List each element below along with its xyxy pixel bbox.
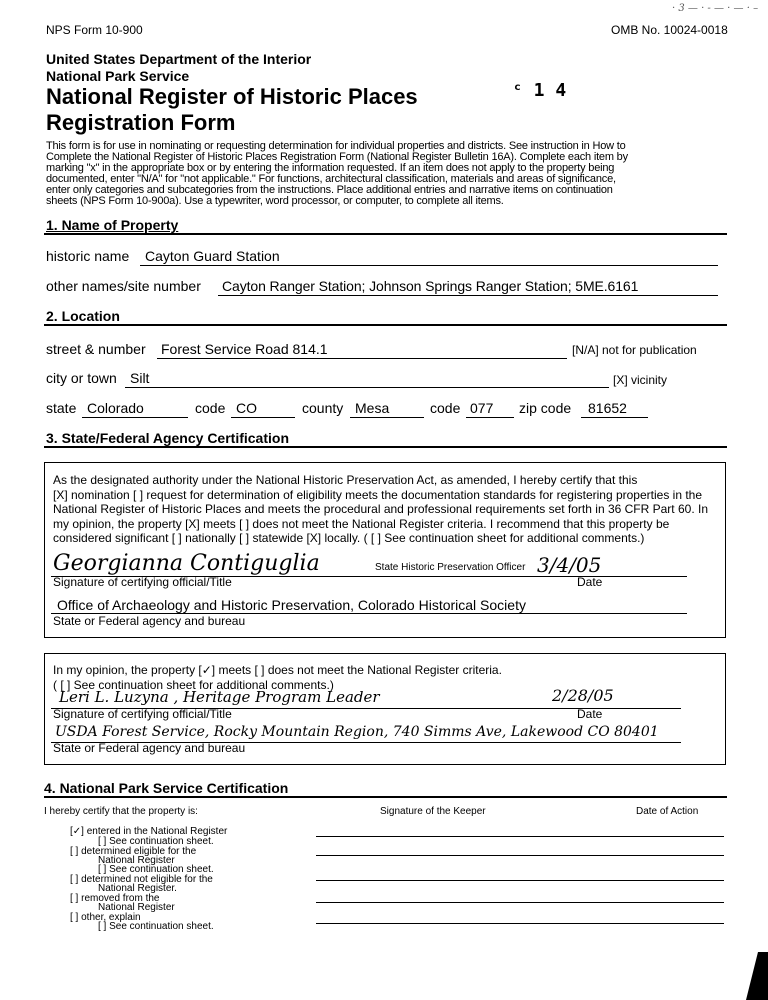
- state-label: state: [46, 400, 77, 416]
- keeper-option-not-eligible: [ ] determined not eligible for the: [70, 874, 213, 885]
- corner-mark: · 3 — · - — · — · –: [672, 3, 759, 14]
- section4-heading: 4. National Park Service Certification: [44, 780, 289, 796]
- county-label: county: [302, 400, 344, 416]
- service-name: National Park Service: [46, 68, 190, 84]
- federal-official-signature: Leri L. Luzyna , Heritage Program Leader: [59, 688, 380, 706]
- keeper-option-removed: [ ] removed from the: [70, 893, 160, 904]
- section2-rule: [44, 324, 727, 326]
- state-value: Colorado: [87, 400, 144, 416]
- federal-signature-date: 2/28/05: [552, 686, 614, 705]
- county-line: [350, 417, 424, 418]
- keeper-option-eligible: [ ] determined eligible for the: [70, 846, 197, 857]
- federal-certification-text: In my opinion, the property [✓] meets [ ] does not meet the National Register criteria. ( [ ] See continuation sheet for additional comments.): [53, 663, 502, 692]
- keeper-option-not-eligible-register: National Register.: [98, 883, 177, 894]
- other-names-label: other names/site number: [46, 278, 201, 294]
- keeper-line-5: [316, 923, 724, 924]
- state-code-line: [231, 417, 295, 418]
- city-label: city or town: [46, 370, 117, 386]
- form-number: NPS Form 10-900: [46, 23, 143, 37]
- state-official-signature: Georgianna Contiguglia: [53, 551, 320, 576]
- historic-name-line: [140, 265, 718, 266]
- zip-line: [581, 417, 648, 418]
- state-code-value: CO: [236, 400, 257, 416]
- department-name: United States Department of the Interior: [46, 51, 312, 67]
- state-code-label: code: [195, 400, 226, 416]
- zip-value: 81652: [588, 400, 627, 416]
- keeper-line-2: [316, 855, 724, 856]
- page-stamp: ᶜ 1 4: [512, 80, 567, 101]
- state-date-label: Date: [577, 575, 603, 589]
- date-of-action-column: Date of Action: [636, 806, 699, 817]
- keeper-signature-column: Signature of the Keeper: [380, 806, 486, 817]
- street-label: street & number: [46, 341, 146, 357]
- keeper-certify-statement: I hereby certify that the property is:: [44, 806, 198, 817]
- state-certification-text: As the designated authority under the National Historic Preservation Act, as amended, I hereby certify that this [X] nomination [ ] request for determination of eligibility meets the documentation standards for registering properties in the National Register of Historic Places and meets the procedural and professional requirements set forth in 36 CFR Part 60. In my opinion, the property [X] meets [ ] does not meet the National Register criteria. I recommend that this property be considered significant [ ] nationally [ ] statewide [X] locally. ( [ ] See continuation sheet for additional comments.): [53, 473, 708, 545]
- county-code-line: [466, 417, 514, 418]
- section1-rule: [44, 233, 727, 235]
- keeper-line-1: [316, 836, 724, 837]
- keeper-option-removed-register: National Register: [98, 902, 175, 913]
- section3-rule: [44, 446, 727, 448]
- historic-name-label: historic name: [46, 248, 130, 264]
- federal-date-label: Date: [577, 707, 603, 721]
- state-agency-label: State or Federal agency and bureau: [53, 614, 246, 628]
- county-code-value: 077: [470, 400, 494, 416]
- keeper-option-continuation-1: [ ] See continuation sheet.: [98, 836, 214, 847]
- keeper-option-other: [ ] other, explain: [70, 912, 141, 923]
- state-officer-title: State Historic Preservation Officer: [375, 562, 526, 573]
- street-value: Forest Service Road 814.1: [161, 341, 328, 357]
- county-value: Mesa: [355, 400, 390, 416]
- form-title-line1: National Register of Historic Places: [46, 84, 418, 109]
- county-code-label: code: [430, 400, 461, 416]
- keeper-line-3: [316, 880, 724, 881]
- federal-agency-value: USDA Forest Service, Rocky Mountain Region, 740 Simms Ave, Lakewood CO 80401: [55, 724, 659, 740]
- state-certification-box: [44, 462, 726, 638]
- state-signature-date: 3/4/05: [537, 553, 602, 577]
- state-line: [82, 417, 188, 418]
- keeper-option-entered: [✓] entered in the National Register: [70, 826, 228, 837]
- intro-text: This form is for use in nominating or requesting determination for individual properties and districts. See instruction in How to Complete the National Register of Historic Places Registration Form (National Register Bulletin 16A). Complete each item by marking "x" in the appropriate box or by entering the information requested. If an item does not apply to the property being documented, enter "N/A" for "not applicable." For functions, architectural classification, materials and areas of significance, enter only categories and subcategories from the instructions. Place additional entries and narrative items on continuation sheets (NPS Form 10-900a). Use a typewriter, word processor, or computer, to complete all items.: [46, 140, 628, 207]
- omb-number: OMB No. 10024-0018: [611, 23, 728, 37]
- city-line: [125, 387, 609, 388]
- federal-certification-box: [44, 653, 726, 765]
- federal-signature-label: Signature of certifying official/Title: [53, 707, 232, 721]
- form-title-line2: Registration Form: [46, 110, 236, 135]
- keeper-option-eligible-register: National Register: [98, 855, 175, 866]
- street-line: [157, 358, 567, 359]
- federal-agency-label: State or Federal agency and bureau: [53, 741, 246, 755]
- other-names-line: [218, 295, 718, 296]
- keeper-option-continuation-3: [ ] See continuation sheet.: [98, 921, 214, 932]
- vicinity-flag: [X] vicinity: [613, 373, 668, 387]
- other-names-value: Cayton Ranger Station; Johnson Springs Ranger Station; 5ME.6161: [222, 278, 639, 294]
- keeper-line-4: [316, 902, 724, 903]
- section1-heading: 1. Name of Property: [46, 217, 179, 233]
- city-value: Silt: [130, 370, 150, 386]
- zip-label: zip code: [519, 400, 572, 416]
- state-signature-label: Signature of certifying official/Title: [53, 575, 232, 589]
- section2-heading: 2. Location: [46, 308, 120, 324]
- section4-rule: [44, 796, 727, 798]
- keeper-option-continuation-2: [ ] See continuation sheet.: [98, 864, 214, 875]
- scan-corner-mark-icon: [736, 952, 768, 1000]
- state-agency-value: Office of Archaeology and Historic Preservation, Colorado Historical Society: [57, 597, 526, 613]
- historic-name-value: Cayton Guard Station: [145, 248, 280, 264]
- not-for-publication: [N/A] not for publication: [572, 343, 697, 357]
- section3-heading: 3. State/Federal Agency Certification: [46, 430, 289, 446]
